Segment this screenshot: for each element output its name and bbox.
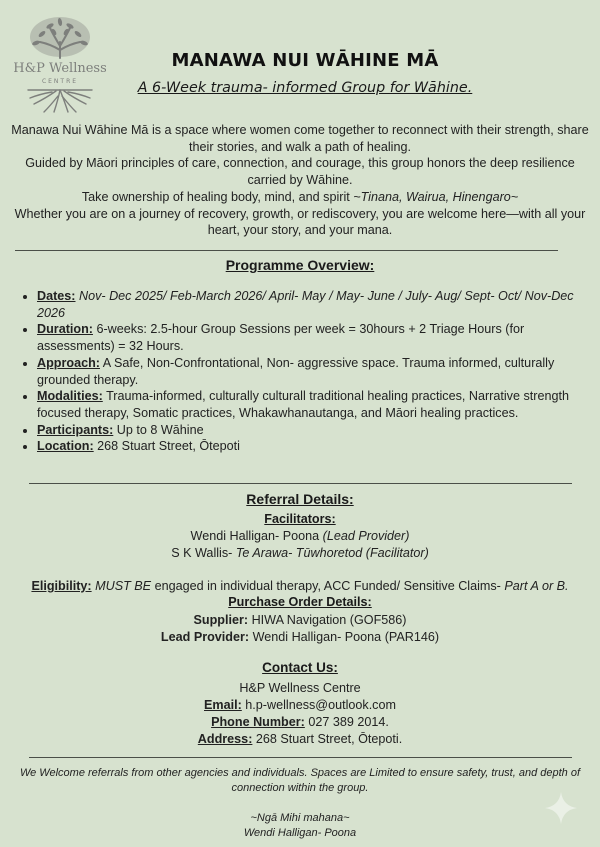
eligibility-text: engaged in individual therapy, ACC Funded/ Sensitive Claims- <box>151 579 505 593</box>
contact-address <box>0 731 600 748</box>
intro-line-2: Guided by Māori principles of care, connection, and courage, this group honors the deep resilience carried by Wāhine. <box>25 156 575 188</box>
page-subtitle: A 6-Week trauma- informed Group for Wāhine. <box>137 80 473 96</box>
overview-value: Trauma-informed, culturally culturall traditional healing practices, Narrative strength focused therapy, Somatic practices, Whakawhanautanga, and Māori healing practices. <box>37 389 569 420</box>
facilitators-heading: Facilitators: <box>264 512 336 526</box>
intro-text <box>10 122 590 239</box>
footer-greeting: ~Ngā Mihi mahana~ <box>250 812 350 824</box>
overview-item-duration <box>37 321 597 354</box>
supplier <box>0 612 600 629</box>
overview-item-approach <box>37 355 597 388</box>
lead-provider-value: Wendi Halligan- Poona (PAR146) <box>249 630 440 644</box>
facilitator-2-role: Te Arawa- Tūwhoretod (Facilitator) <box>235 546 429 560</box>
divider <box>15 250 558 251</box>
phone-value[interactable]: 027 389 2014. <box>304 715 389 729</box>
overview-item-modalities <box>37 388 597 421</box>
facilitator-1 <box>0 528 600 545</box>
overview-heading: Programme Overview: <box>225 257 375 273</box>
overview-label: Approach: <box>37 355 100 370</box>
overview-list <box>18 288 597 455</box>
intro-line-3-italic: ~Tinana, Wairua, Hinengaro~ <box>353 189 519 204</box>
phone-label: Phone Number: <box>211 715 305 729</box>
supplier-label: Supplier: <box>193 613 249 627</box>
email-label: Email: <box>204 698 242 712</box>
address-value: 268 Stuart Street, Ōtepoti. <box>252 732 403 746</box>
address-label: Address: <box>197 732 253 746</box>
overview-value: 268 Stuart Street, Ōtepoti <box>97 439 240 454</box>
email-value[interactable]: h.p-wellness@outlook.com <box>241 698 396 712</box>
overview-value: Nov- Dec 2025/ Feb-March 2026/ April- May / May- June / July- Aug/ Sept- Oct/ Nov-Dec 2026 <box>37 289 574 320</box>
contact-email <box>0 697 600 714</box>
contact-phone <box>0 714 600 731</box>
footer-signature: Wendi Halligan- Poona <box>243 827 357 839</box>
facilitator-1-name: Wendi Halligan- Poona <box>190 529 323 543</box>
overview-item-dates <box>37 288 597 321</box>
intro-line-1: Manawa Nui Wāhine Mā is a space where women come together to reconnect with their strength, share their stories, and walk a path of healing. <box>11 123 589 154</box>
overview-value: A Safe, Non-Confrontational, Non- aggressive space. Trauma informed, culturally grounded therapy. <box>37 355 555 387</box>
sparkle-icon <box>543 790 579 826</box>
intro-line-3 <box>10 189 590 206</box>
facilitator-2 <box>0 545 600 562</box>
eligibility <box>0 578 600 595</box>
overview-label: Duration: <box>37 322 93 337</box>
facilitator-2-name: S K Wallis- <box>171 546 236 560</box>
overview-label: Modalities: <box>37 389 103 404</box>
eligibility-emphasis: MUST BE <box>95 579 152 593</box>
logo-sub: CENTRE <box>41 78 79 85</box>
intro-line-4: Whether you are on a journey of recovery, growth, or rediscovery, you are welcome here—with all your heart, your story, and your mana. <box>14 206 586 238</box>
overview-item-location <box>37 438 597 455</box>
page-title: MANAWA NUI WĀHINE MĀ <box>171 50 439 71</box>
facilitator-1-role: (Lead Provider) <box>322 529 410 543</box>
footer <box>10 766 590 841</box>
logo <box>14 12 106 115</box>
intro-line-3-prefix: Take ownership of healing body, mind, and spirit <box>81 189 354 204</box>
footer-note: We Welcome referrals from other agencies and individuals. Spaces are Limited to ensure safety, trust, and depth of connection within the group. <box>19 767 581 794</box>
referral-heading: Referral Details: <box>246 491 354 507</box>
divider <box>29 483 572 484</box>
tree-with-roots-icon <box>14 12 106 115</box>
lead-provider <box>0 629 600 646</box>
logo-name: H&P Wellness <box>14 61 106 76</box>
contact-org: H&P Wellness Centre <box>239 681 361 695</box>
contact-heading: Contact Us: <box>262 660 338 675</box>
overview-item-participants <box>37 422 597 439</box>
overview-label: Location: <box>37 439 94 454</box>
lead-provider-label: Lead Provider: <box>160 630 250 644</box>
supplier-value: HIWA Navigation (GOF586) <box>248 613 407 627</box>
divider <box>29 757 572 758</box>
purchase-order-heading: Purchase Order Details: <box>228 595 372 609</box>
overview-label: Dates: <box>37 289 76 303</box>
overview-value: 6-weeks: 2.5-hour Group Sessions per week = 30hours + 2 Triage Hours (for assessments) = 32 Hours. <box>37 322 525 354</box>
eligibility-end: Part A or B. <box>504 579 569 593</box>
eligibility-label: Eligibility: <box>31 579 92 593</box>
overview-value: Up to 8 Wāhine <box>116 422 204 437</box>
overview-label: Participants: <box>37 422 114 437</box>
